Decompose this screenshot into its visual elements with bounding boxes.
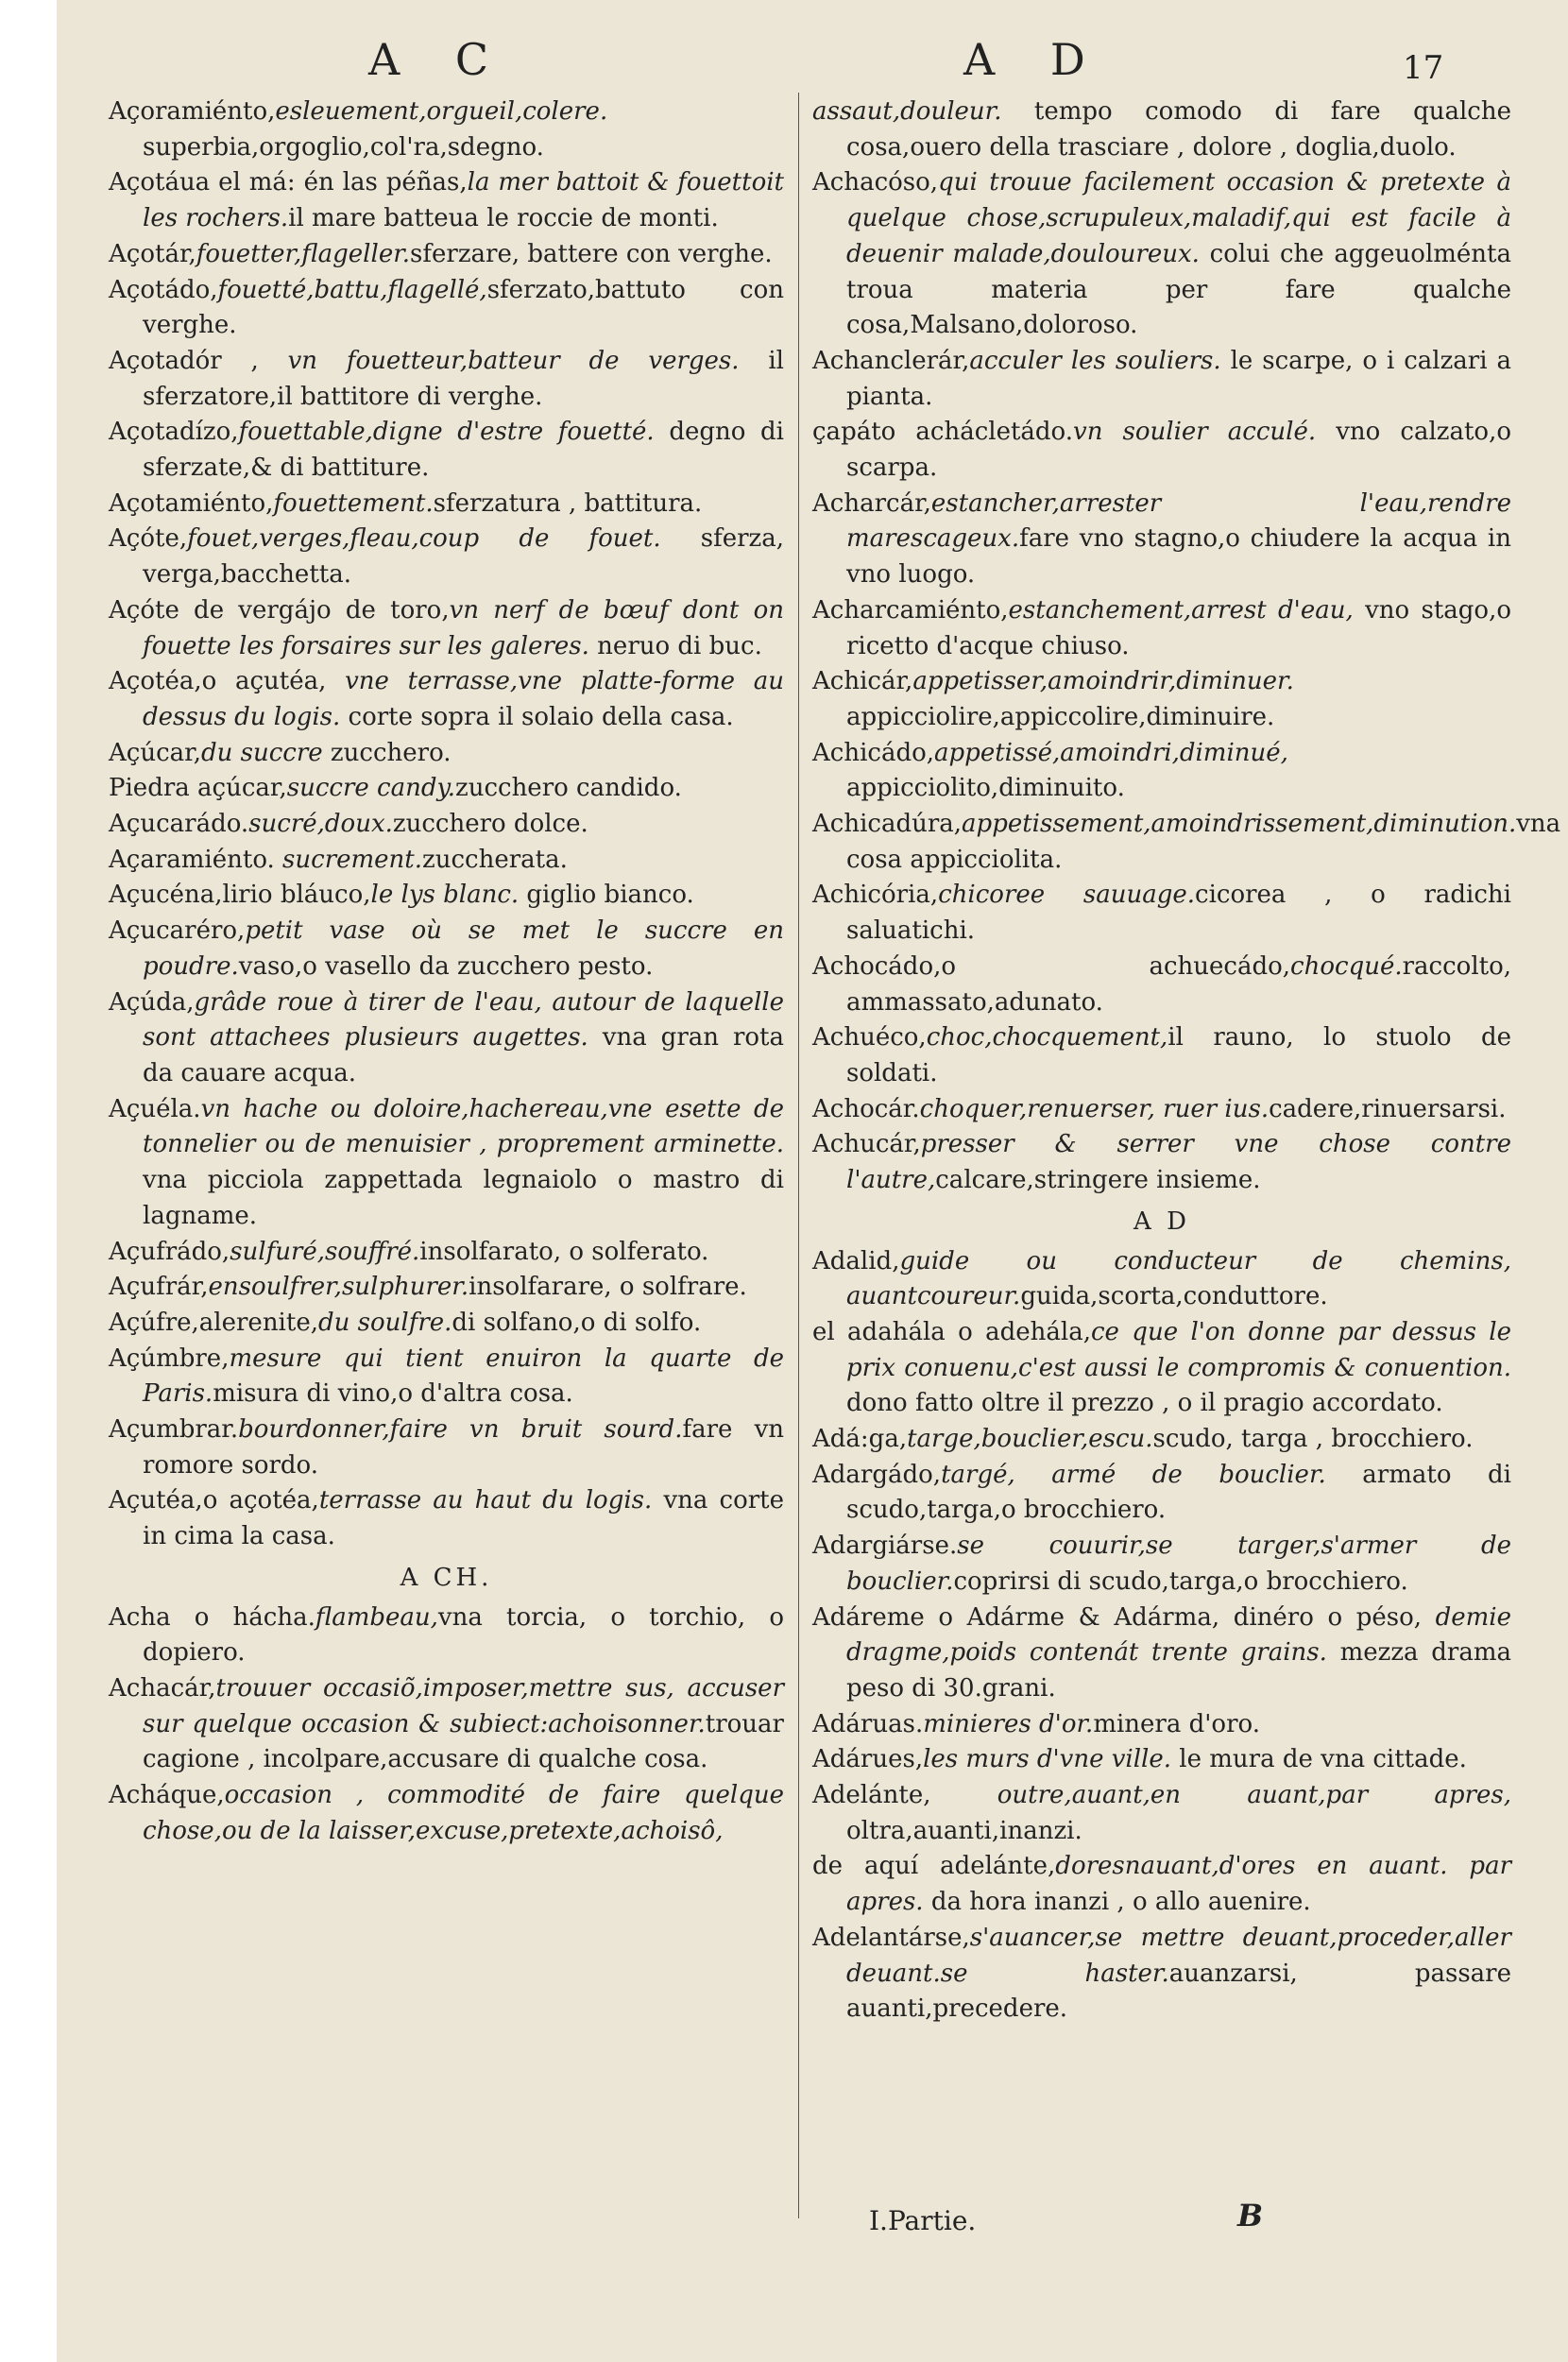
dictionary-entry: [109, 1483, 784, 1554]
headword: Achicádo,: [812, 738, 935, 767]
french-gloss: sucrement.: [274, 845, 423, 874]
french-gloss: chicoree sauuage.: [938, 881, 1196, 910]
headword: Açóte de vergájo de toro,: [109, 595, 450, 625]
italian-gloss: mezza drama peso di 30.grani.: [846, 1638, 1511, 1703]
dictionary-entry: [812, 165, 1511, 344]
headword: Acharcamiénto,: [812, 595, 1009, 625]
headword: Açotár,: [109, 239, 196, 268]
headword: Açúmbre,: [109, 1344, 230, 1373]
headword: Adáreme o Adárme & Adárma,: [812, 1602, 1220, 1632]
french-gloss: les murs d'vne ville.: [923, 1745, 1172, 1774]
french-gloss: sulfuré,souffré.: [230, 1237, 420, 1266]
headword: Achicória,: [812, 881, 939, 910]
french-gloss: guide ou conducteur de chemins, auantcoureur.: [846, 1246, 1511, 1311]
dictionary-entry: [109, 273, 784, 344]
headword: Achocár.: [812, 1094, 920, 1123]
dictionary-entry: [109, 344, 784, 415]
french-gloss: doresnauant,d'ores en auant. par apres.: [846, 1852, 1511, 1917]
italian-gloss: vno stago,o ricetto d'acque chiuso.: [846, 595, 1512, 660]
french-gloss: vn soulier acculé.: [1073, 418, 1317, 447]
italian-gloss: o açotéa,: [202, 1486, 319, 1515]
italian-gloss: guida,scorta,conduttore.: [1020, 1282, 1328, 1311]
headword: Adá:ga,: [812, 1425, 908, 1454]
italian-gloss: vna cosa appicciolita.: [846, 810, 1561, 874]
headword: Acharcár,: [812, 488, 931, 518]
headword: Piedra açúcar,: [109, 774, 287, 803]
french-gloss: presser & serrer vne chose contre l'autre,: [846, 1130, 1511, 1195]
headword: Achicadúra,: [812, 810, 963, 839]
headword: Açuéla.: [109, 1094, 201, 1123]
section-heading-ad: A D: [1133, 1207, 1190, 1236]
left-ach-entries: [109, 1600, 784, 1850]
right-column: [812, 94, 1561, 2028]
dictionary-entry: [812, 1849, 1511, 1920]
italian-gloss: sferzare, battere con verghe.: [410, 239, 773, 268]
italian-gloss: cicorea , o radichi saluatichi.: [846, 881, 1511, 946]
headword: Açúda,: [109, 987, 195, 1017]
headword: Açotéa,o açutéa,: [109, 667, 327, 696]
french-gloss: mesure qui tient enuiron la quarte de Paris.: [143, 1344, 784, 1409]
italian-gloss: scudo, targa , brocchiero.: [1152, 1425, 1474, 1454]
french-gloss: fouetter,flageller.: [196, 239, 411, 268]
french-gloss: appetissement,amoindrissement,diminution.: [962, 810, 1517, 839]
dictionary-entry: [109, 1412, 784, 1483]
headword: Achacóso,: [812, 168, 939, 197]
page-number: 17: [1403, 49, 1444, 87]
italian-gloss: vno calzato,o scarpa.: [846, 418, 1511, 483]
dictionary-entry: [812, 1778, 1511, 1849]
headword: Açotadór ,: [109, 346, 259, 375]
dictionary-entry: [812, 1020, 1511, 1091]
section-heading-ach: A CH.: [400, 1563, 493, 1592]
italian-gloss: zuccherata.: [422, 845, 568, 874]
headword: Açotadízo,: [109, 418, 239, 447]
column-rule: [798, 93, 799, 2218]
italian-gloss: cadere,rinuersarsi.: [1269, 1094, 1507, 1123]
italian-gloss: trouar cagione , incolpare,accusare di qualche cosa.: [143, 1709, 784, 1774]
french-gloss: la mer battoit & fouettoit les rochers.: [143, 168, 784, 233]
signature-mark: B: [1237, 2198, 1264, 2234]
french-gloss: s'auancer,se mettre deuant,proceder,aller deuant.se haster.: [846, 1923, 1511, 1988]
dictionary-entry: [812, 878, 1511, 949]
dictionary-entry: [109, 593, 784, 664]
dictionary-entry: [109, 1235, 784, 1271]
french-gloss: fouet,verges,fleau,coup de fouet.: [187, 524, 661, 554]
dictionary-entry: [812, 1244, 1511, 1315]
french-gloss: targe,bouclier,escu.: [907, 1425, 1153, 1454]
dictionary-entry: [812, 1707, 1511, 1743]
french-gloss: vn nerf de bœuf dont on fouette les forsaires sur les galeres.: [143, 595, 784, 660]
french-gloss: du succre: [200, 738, 323, 767]
dictionary-entry: [109, 1671, 784, 1778]
french-gloss: le lys blanc.: [370, 881, 520, 910]
right-entries: [812, 94, 1561, 1199]
italian-gloss: il mare batteua le roccie de monti.: [288, 204, 719, 233]
headword: Adelantárse,: [812, 1923, 970, 1952]
french-gloss: vn hache ou doloire,hachereau,vne esette de tonnelier ou de menuisier , proprement arminette.: [143, 1094, 784, 1159]
french-gloss: demie dragme,poids contenát trente grains.: [846, 1602, 1511, 1668]
italian-gloss: fare vno stagno,o chiudere la acqua in vno luogo.: [846, 524, 1511, 590]
dictionary-entry: [812, 1315, 1511, 1422]
italian-gloss: calcare,stringere insieme.: [935, 1166, 1261, 1195]
italian-gloss: di solfano,o di solfo.: [452, 1308, 702, 1337]
italian-gloss: appicciolire,appiccolire,diminuire.: [846, 702, 1275, 731]
french-gloss: fouettable,digne d'estre fouetté.: [238, 418, 655, 447]
document-page: [57, 0, 1568, 2362]
french-gloss: estanchement,arrest d'eau,: [1008, 595, 1354, 625]
italian-gloss: fare vn romore sordo.: [143, 1415, 785, 1480]
french-gloss: outre,auant,en auant,par apres,: [930, 1781, 1511, 1810]
french-gloss: ce que l'on donne par dessus le prix conuenu,c'est aussi le compromis & conuention.: [846, 1317, 1511, 1382]
italian-gloss: le scarpe, o i calzari a pianta.: [846, 346, 1511, 411]
italian-gloss: degno di sferzate,& di battiture.: [143, 418, 784, 483]
dictionary-entry: [109, 237, 784, 273]
dictionary-entry: [812, 664, 1511, 735]
italian-gloss: vna gran rota da cauare acqua.: [143, 1023, 784, 1087]
french-gloss: petit vase où se met le succre en poudre.: [143, 916, 784, 981]
dictionary-entry: [109, 1092, 784, 1235]
french-gloss: assaut,douleur.: [812, 97, 1002, 126]
french-gloss: choquer,renuerser, ruer ius.: [919, 1094, 1270, 1123]
italian-gloss: auanzarsi, passare auanti,precedere.: [846, 1959, 1511, 2024]
french-gloss: chocqué.: [1290, 951, 1403, 981]
italian-gloss: sferza, verga,bacchetta.: [143, 524, 784, 590]
french-gloss: appetisser,amoindrir,diminuer.: [912, 667, 1294, 696]
italian-gloss: insolfarato, o solferato.: [419, 1237, 709, 1266]
italian-gloss: giglio bianco.: [519, 881, 694, 910]
italian-gloss: dono fatto oltre il prezzo , o il pragio accordato.: [846, 1389, 1443, 1418]
italian-gloss: tempo comodo di fare qualche cosa,ouero della trasciare , dolore , doglia,duolo.: [846, 97, 1511, 162]
headword: Açaramiénto.: [109, 845, 275, 874]
french-gloss: occasion , commodité de faire quelque chose,ou de la laisser,excuse,pretexte,achoisô,: [143, 1781, 784, 1845]
headword: Acha o hácha.: [109, 1602, 315, 1632]
headword: Açumbrar.: [109, 1415, 239, 1445]
dictionary-entry: [109, 664, 784, 735]
italian-gloss: corte sopra il solaio della casa.: [340, 702, 734, 731]
headword: çapáto achácletádo.: [812, 418, 1074, 447]
dictionary-entry: [812, 94, 1511, 165]
headword: Açufrár,: [109, 1273, 209, 1302]
french-gloss: flambeau,: [315, 1602, 438, 1632]
headword: Acháque,: [109, 1781, 225, 1810]
headword: Adáruas.: [812, 1709, 924, 1738]
headword: Açucarádo.: [109, 810, 249, 839]
italian-gloss: vna picciola zappettada legnaiolo o mastro di lagname.: [143, 1166, 784, 1230]
headword: el adahála o adehála,: [812, 1317, 1091, 1346]
headword: Açúcar,: [109, 738, 201, 767]
french-gloss: acculer les souliers.: [969, 346, 1221, 375]
italian-gloss: dinéro o péso,: [1219, 1602, 1423, 1632]
dictionary-entry: [109, 771, 784, 807]
french-gloss: choc,chocquement,: [926, 1023, 1168, 1053]
french-gloss: terrasse au haut du logis.: [318, 1486, 653, 1515]
dictionary-entry: [812, 344, 1511, 415]
italian-gloss: raccolto, ammassato,adunato.: [846, 951, 1511, 1017]
italian-gloss: zucchero dolce.: [392, 810, 588, 839]
dictionary-entry: [109, 94, 784, 165]
italian-gloss: lirio bláuco,: [222, 881, 371, 910]
french-gloss: vn fouetteur,batteur de verges.: [258, 346, 740, 375]
headword: Açóte,: [109, 524, 188, 554]
headword: Adalid,: [812, 1246, 900, 1275]
headword: de aquí adelánte,: [812, 1852, 1056, 1881]
italian-gloss: le mura de vna cittade.: [1171, 1745, 1467, 1774]
dictionary-entry: [812, 807, 1561, 878]
french-gloss: estancher,arrester l'eau,rendre marescageux.: [846, 488, 1511, 554]
dictionary-entry: [812, 1422, 1511, 1458]
headword: Adárues,: [812, 1745, 924, 1774]
french-gloss: fouettement.: [273, 488, 434, 518]
italian-gloss: oltra,auanti,inanzi.: [846, 1816, 1082, 1845]
headword: Açutéa,: [109, 1486, 203, 1515]
dictionary-entry: [109, 1600, 784, 1671]
italian-gloss: appicciolito,diminuito.: [846, 774, 1125, 803]
french-gloss: ensoulfrer,sulphurer.: [208, 1273, 469, 1302]
italian-gloss: neruo di buc.: [588, 631, 762, 660]
french-gloss: fouetté,battu,flagellé,: [217, 275, 487, 304]
italian-gloss: vaso,o vasello da zucchero pesto.: [238, 951, 654, 981]
italian-gloss: vna corte in cima la casa.: [143, 1486, 785, 1551]
dictionary-entry: [109, 985, 784, 1092]
dictionary-entry: [812, 1921, 1511, 2028]
italian-gloss: il sferzatore,il battitore di verghe.: [143, 346, 784, 411]
headword: Açotamiénto,: [109, 488, 274, 518]
french-gloss: appetissé,amoindri,diminué,: [934, 738, 1288, 767]
headword: Achuéco,: [812, 1023, 927, 1053]
dictionary-entry: [109, 415, 784, 486]
french-gloss: vne terrasse,vne platte-forme au dessus du logis.: [143, 667, 785, 731]
dictionary-entry: [812, 736, 1511, 807]
dictionary-entry: [812, 1742, 1511, 1778]
dictionary-entry: [109, 878, 784, 914]
running-head-left: A C: [368, 34, 510, 85]
headword: Adargádo,: [812, 1460, 942, 1489]
headword: Açucaréro,: [109, 916, 246, 946]
dictionary-entry: [812, 487, 1511, 593]
headword: Açufrádo,: [109, 1237, 230, 1266]
italian-gloss: sferzato,battuto con verghe.: [143, 275, 784, 340]
dictionary-entry: [812, 1529, 1511, 1600]
dictionary-entry: [812, 1127, 1511, 1198]
headword: Açotáua el má: én las péñas,: [109, 168, 468, 197]
headword: Achocádo,: [812, 951, 942, 981]
french-gloss: du soulfre.: [317, 1308, 452, 1337]
italian-gloss: zucchero candido.: [455, 774, 682, 803]
headword: Adargiárse.: [812, 1532, 958, 1561]
italian-gloss: alerenite,: [198, 1308, 318, 1337]
french-gloss: grâde roue à tirer de l'eau, autour de laquelle sont attachees plusieurs augettes.: [143, 987, 784, 1053]
dictionary-entry: [109, 914, 784, 984]
right-ad-entries: [812, 1244, 1511, 2028]
headword: Açúfre,: [109, 1308, 199, 1337]
left-entries: [109, 94, 784, 1555]
french-gloss: trouuer occasiõ,imposer,mettre sus, accuser sur quelque occasion & subiect:achoisonner.: [143, 1673, 784, 1738]
headword: Achanclerár,: [812, 346, 970, 375]
italian-gloss: zucchero.: [322, 738, 452, 767]
italian-gloss: armato di scudo,targa,o brocchiero.: [846, 1460, 1511, 1525]
italian-gloss: o achuecádo,: [941, 951, 1291, 981]
dictionary-entry: [812, 950, 1511, 1020]
headword: Achicár,: [812, 667, 913, 696]
french-gloss: esleuement,orgueil,colere.: [275, 97, 608, 126]
dictionary-entry: [109, 736, 784, 772]
dictionary-entry: [109, 1342, 784, 1412]
dictionary-entry: [109, 1778, 784, 1849]
dictionary-entry: [109, 843, 784, 879]
italian-gloss: vna torcia, o torchio, o dopiero.: [143, 1602, 784, 1668]
french-gloss: qui trouue facilement occasion & pretexte à quelque chose,scrupuleux,maladif,qui est facile à deuenir malade,douloureux.: [846, 168, 1511, 268]
headword: Adelánte,: [812, 1781, 931, 1810]
dictionary-entry: [812, 1600, 1511, 1707]
french-gloss: bourdonner,faire vn bruit sourd.: [238, 1415, 683, 1445]
italian-gloss: coprirsi di scudo,targa,o brocchiero.: [953, 1566, 1408, 1596]
italian-gloss: superbia,orgoglio,col'ra,sdegno.: [143, 132, 544, 162]
dictionary-entry: [812, 1458, 1511, 1529]
dictionary-entry: [109, 522, 784, 592]
headword: Açotádo,: [109, 275, 218, 304]
dictionary-entry: [109, 1270, 784, 1306]
dictionary-entry: [109, 807, 784, 843]
french-gloss: minieres d'or.: [923, 1709, 1094, 1738]
italian-gloss: il rauno, lo stuolo de soldati.: [846, 1023, 1511, 1087]
french-gloss: sucré,doux.: [248, 810, 393, 839]
french-gloss: se couurir,se targer,s'armer de bouclier.: [846, 1532, 1511, 1596]
french-gloss: succre candy.: [286, 774, 455, 803]
headword: Açucéna,: [109, 881, 223, 910]
left-column: [109, 94, 784, 1849]
french-gloss: targé, armé de bouclier.: [941, 1460, 1326, 1489]
running-head-right: A D: [963, 34, 1106, 85]
dictionary-entry: [109, 165, 784, 236]
headword: Achacár,: [109, 1673, 216, 1703]
signature-line: I.Partie.: [869, 2205, 977, 2236]
italian-gloss: sferzatura , battitura.: [433, 488, 703, 518]
italian-gloss: minera d'oro.: [1093, 1709, 1260, 1738]
dictionary-entry: [812, 1092, 1511, 1128]
italian-gloss: colui che aggeuolménta troua materia per fare qualche cosa,Malsano,doloroso.: [846, 239, 1512, 340]
italian-gloss: misura di vino,o d'altra cosa.: [213, 1379, 573, 1409]
headword: Achucár,: [812, 1130, 921, 1159]
italian-gloss: da hora inanzi , o allo auenire.: [923, 1888, 1311, 1917]
dictionary-entry: [109, 487, 784, 522]
dictionary-entry: [109, 1306, 784, 1342]
headword: Açoramiénto,: [109, 97, 276, 126]
italian-gloss: insolfarare, o solfrare.: [469, 1273, 747, 1302]
dictionary-entry: [812, 415, 1511, 486]
dictionary-entry: [812, 593, 1511, 664]
